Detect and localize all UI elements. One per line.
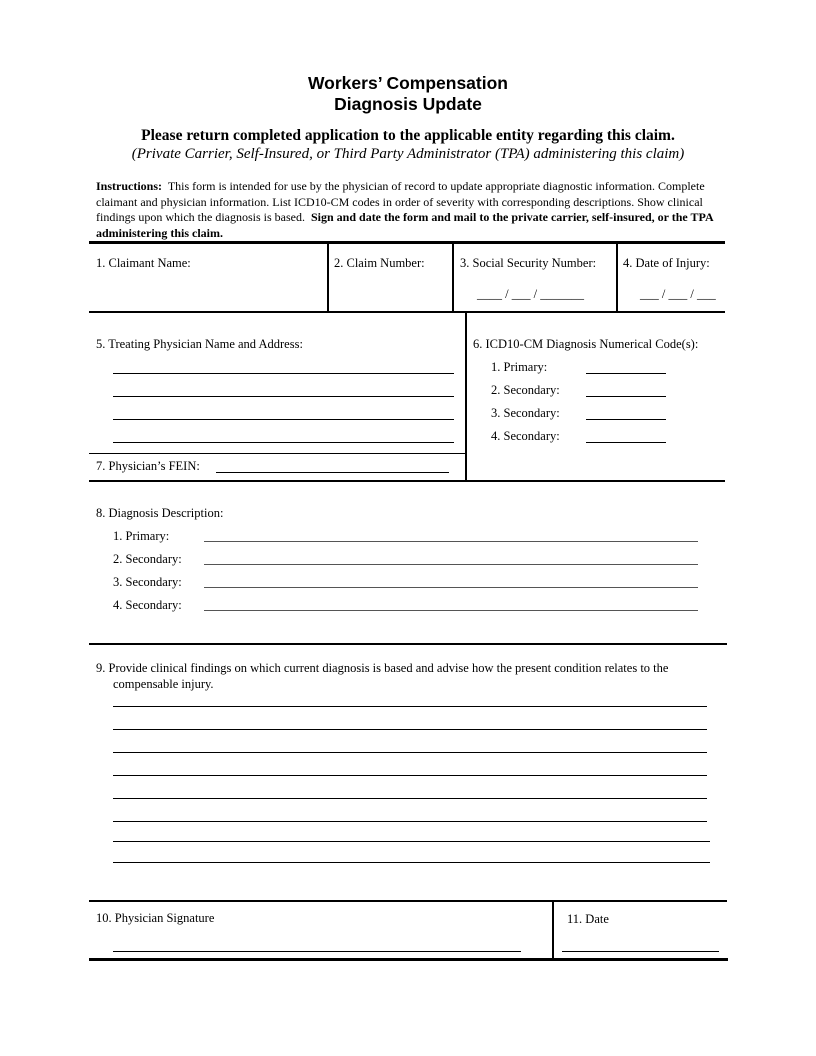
divider-bottom xyxy=(89,958,728,961)
diagnosis-1-label: 1. Primary: xyxy=(113,529,170,543)
date-label: 11. Date xyxy=(567,912,609,926)
icd-code-2-field[interactable] xyxy=(586,396,666,397)
vdivider xyxy=(452,243,454,313)
physician-signature-label: 10. Physician Signature xyxy=(96,911,215,925)
diagnosis-3-field[interactable] xyxy=(204,587,698,588)
vdivider xyxy=(465,313,467,482)
divider-top xyxy=(89,241,725,244)
divider xyxy=(89,453,466,454)
date-of-injury-format[interactable]: ___ / ___ / ___ xyxy=(640,287,716,301)
divider xyxy=(89,311,725,313)
icd-code-1-field[interactable] xyxy=(586,373,666,374)
physician-address-line[interactable] xyxy=(113,442,454,443)
diagnosis-1-field[interactable] xyxy=(204,541,698,542)
claimant-name-label: 1. Claimant Name: xyxy=(96,256,191,270)
vdivider xyxy=(616,243,618,313)
divider xyxy=(89,480,725,482)
diagnosis-4-label: 4. Secondary: xyxy=(113,598,182,612)
clinical-findings-line[interactable] xyxy=(113,862,710,863)
form-title-line1: Workers’ Compensation xyxy=(307,73,508,93)
vdivider xyxy=(327,243,329,313)
clinical-findings-label-cont: compensable injury. xyxy=(113,677,214,691)
date-field[interactable] xyxy=(562,951,719,952)
clinical-findings-line[interactable] xyxy=(113,752,707,753)
clinical-findings-line[interactable] xyxy=(113,821,707,822)
diagnosis-2-label: 2. Secondary: xyxy=(113,552,182,566)
icd-codes-label: 6. ICD10-CM Diagnosis Numerical Code(s): xyxy=(473,337,699,351)
icd-code-4-field[interactable] xyxy=(586,442,666,443)
icd-code-3-field[interactable] xyxy=(586,419,666,420)
vdivider xyxy=(552,901,554,959)
instructions-block xyxy=(96,179,721,241)
diagnosis-3-label: 3. Secondary: xyxy=(113,575,182,589)
ssn-format[interactable]: ____ / ___ / _______ xyxy=(477,287,584,301)
divider xyxy=(89,643,727,645)
instructions-text: This form is intended for use by the physician of record to update appropriate diagnostic information. Complete claimant and physician information. List ICD10-CM codes in order of severity with corresponding descriptions. Show clinical findings upon which the diagnosis is based. xyxy=(96,179,705,224)
icd-code-3-label: 3. Secondary: xyxy=(491,406,560,420)
icd-code-2-label: 2. Secondary: xyxy=(491,383,560,397)
physician-address-line[interactable] xyxy=(113,396,454,397)
physician-address-line[interactable] xyxy=(113,419,454,420)
physician-fein-field[interactable] xyxy=(216,472,449,473)
clinical-findings-line[interactable] xyxy=(113,798,707,799)
diagnosis-2-field[interactable] xyxy=(204,564,698,565)
physician-address-line[interactable] xyxy=(113,373,454,374)
clinical-findings-label: 9. Provide clinical findings on which current diagnosis is based and advise how the present condition relates to the xyxy=(96,661,669,675)
diagnosis-description-label: 8. Diagnosis Description: xyxy=(96,506,224,520)
entity-note: (Private Carrier, Self-Insured, or Third Party Administrator (TPA) administering this claim) xyxy=(131,146,685,162)
return-notice: Please return completed application to the applicable entity regarding this claim. xyxy=(141,127,675,144)
icd-code-4-label: 4. Secondary: xyxy=(491,429,560,443)
date-of-injury-label: 4. Date of Injury: xyxy=(623,256,710,270)
instructions-mailing-note: Sign and date the form and mail to the private carrier, self-insured, or the TPA administering this claim. xyxy=(96,210,713,240)
physician-name-address-label: 5. Treating Physician Name and Address: xyxy=(96,337,303,351)
divider xyxy=(89,900,727,902)
clinical-findings-line[interactable] xyxy=(113,775,707,776)
icd-code-1-label: 1. Primary: xyxy=(491,360,548,374)
claim-number-label: 2. Claim Number: xyxy=(334,256,425,270)
clinical-findings-line[interactable] xyxy=(113,706,707,707)
clinical-findings-line[interactable] xyxy=(113,729,707,730)
physician-fein-label: 7. Physician’s FEIN: xyxy=(96,459,200,473)
ssn-label: 3. Social Security Number: xyxy=(460,256,597,270)
clinical-findings-line[interactable] xyxy=(113,841,710,842)
physician-signature-field[interactable] xyxy=(113,951,521,952)
diagnosis-4-field[interactable] xyxy=(204,610,698,611)
form-title-line2: Diagnosis Update xyxy=(334,94,482,114)
instructions-label: Instructions: xyxy=(96,179,163,193)
